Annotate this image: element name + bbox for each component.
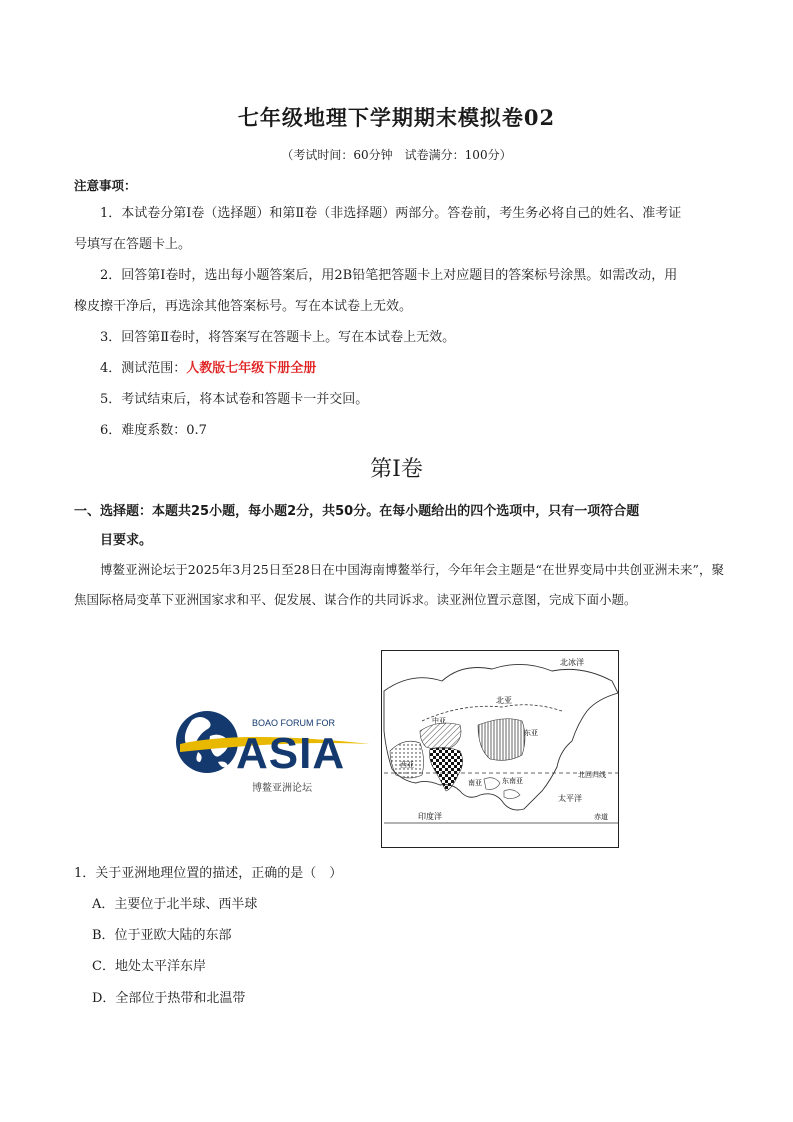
volume-heading: 第I卷	[370, 457, 423, 482]
option-b[interactable]: B．位于亚欧大陆的东部	[92, 928, 232, 943]
map-label-tropic: 北回归线	[578, 771, 606, 779]
question-stem: 1．关于亚洲地理位置的描述，正确的是（ ）	[74, 866, 343, 881]
notice-heading: 注意事项：	[74, 178, 137, 193]
notice-item: 2．回答第Ⅰ卷时，选出每小题答案后，用2B铅笔把答题卡上对应题目的答案标号涂黑。如需改动，用	[100, 268, 678, 283]
notice-item: 橡皮擦干净后，再选涂其他答案标号。写在本试卷上无效。	[74, 299, 413, 314]
exam-info: （考试时间：60分钟 试卷满分：100分）	[281, 148, 512, 162]
map-label-southeast: 东南亚	[502, 777, 523, 785]
notice-item: 号填写在答题卡上。	[74, 237, 192, 252]
map-label-pacific: 太平洋	[558, 794, 582, 803]
option-c[interactable]: C．地处太平洋东岸	[92, 959, 206, 974]
logo-caption: 博鳌亚洲论坛	[252, 783, 312, 794]
section-line: 一、选择题：本题共25小题，每小题2分，共50分。在每小题给出的四个选项中，只有一项符合题	[74, 504, 640, 519]
map-label-east: 东亚	[524, 729, 538, 737]
section-line: 目要求。	[100, 533, 153, 548]
notice-item: 3．回答第Ⅱ卷时，将答案写在答题卡上。写在本试卷上无效。	[100, 330, 456, 345]
notice-block	[74, 198, 724, 446]
map-label-indian: 印度洋	[418, 812, 442, 821]
boao-forum-logo	[170, 700, 370, 800]
option-d[interactable]: D．全部位于热带和北温带	[92, 991, 246, 1006]
map-label-west: 西亚	[400, 761, 414, 769]
asia-map-figure	[382, 651, 619, 848]
map-label-equator: 赤道	[594, 813, 608, 821]
scope-label: 4．测试范围：	[100, 361, 187, 376]
logo-top-text: BOAO FORUM FOR	[252, 718, 335, 728]
map-label-south: 南亚	[468, 779, 482, 787]
map-label-middle: 中亚	[432, 717, 446, 725]
option-a[interactable]: A．主要位于北半球、西半球	[92, 897, 258, 912]
page-title: 七年级地理下学期期末模拟卷02	[237, 105, 556, 130]
logo-main-text: ASIA	[236, 729, 346, 778]
notice-item: 6．难度系数：0.7	[100, 423, 207, 438]
notice-item: 5．考试结束后，将本试卷和答题卡一并交回。	[100, 392, 369, 407]
map-label-arctic: 北冰洋	[560, 658, 584, 667]
notice-item: 1．本试卷分第Ⅰ卷（选择题）和第Ⅱ卷（非选择题）两部分。答卷前，考生务必将自己的姓名、准考证	[100, 206, 682, 221]
asia-location-map	[381, 650, 619, 848]
section-heading	[74, 497, 724, 555]
scope-value: 人教版七年级下册全册	[186, 361, 317, 376]
map-label-north: 北亚	[496, 696, 512, 705]
notice-item-scope	[74, 353, 724, 384]
globe-logo-icon	[170, 700, 370, 800]
reading-passage: 博鳌亚洲论坛于2025年3月25日至28日在中国海南博鳌举行，今年年会主题是“在世界变局中共创亚洲未来”，聚焦国际格局变革下亚洲国家求和平、促发展、谋合作的共同诉求。读亚洲位置示意图，完成下面小题。	[74, 562, 724, 607]
